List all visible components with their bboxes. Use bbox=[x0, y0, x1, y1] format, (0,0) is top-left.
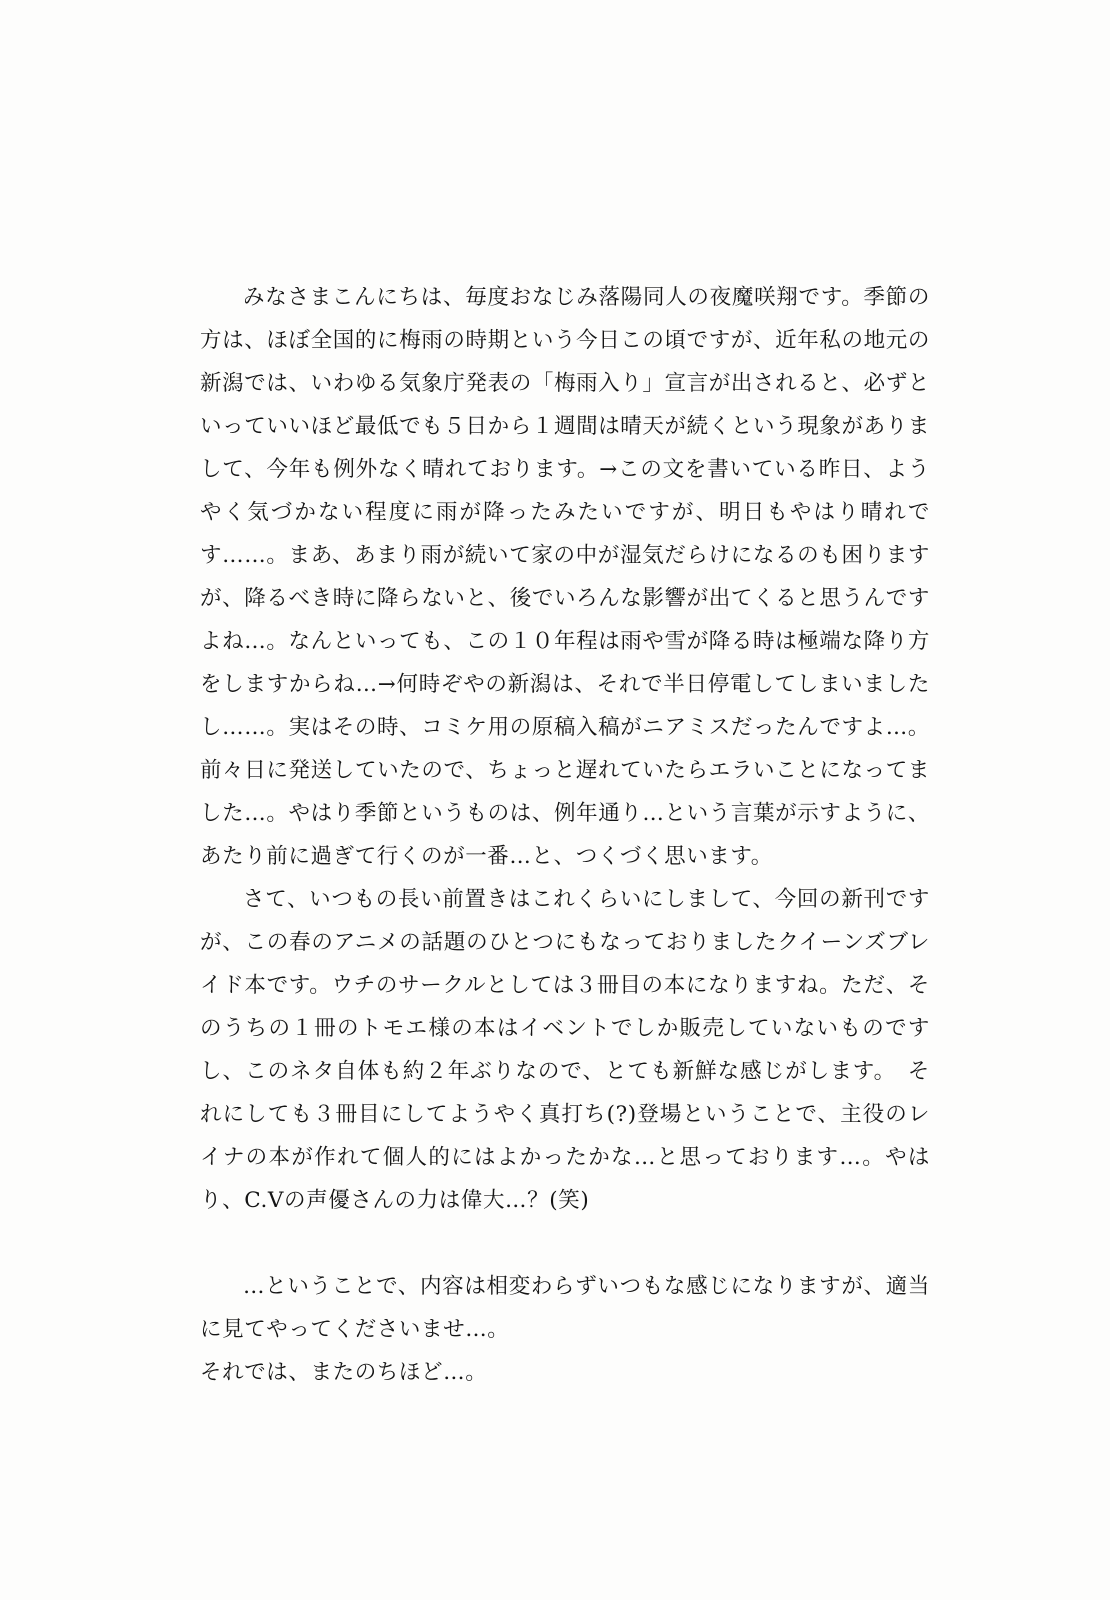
paragraph-greeting: みなさまこんにちは、毎度おなじみ落陽同人の夜魔咲翔です。季節の方は、ほぼ全国的に梅雨の時期という今日この頃ですが、近年私の地元の新潟では、いわゆる気象庁発表の「梅雨入り」宣言が出されると、必ずといっていいほど最低でも５日から１週間は晴天が続くという現象がありまして、今年も例外なく晴れております。→この文を書いている昨日、ようやく気づかない程度に雨が降ったみたいですが、明日もやはり晴れです……。まあ、あまり雨が続いて家の中が湿気だらけになるのも困りますが、降るべき時に降らないと、後でいろんな影響が出てくると思うんですよね…。なんといっても、この１０年程は雨や雪が降る時は極端な降り方をしますからね…→何時ぞやの新潟は、それで半日停電してしまいましたし……。実はその時、コミケ用の原稿入稿がニアミスだったんですよ…。前々日に発送していたので、ちょっと遅れていたらエラいことになってました…。やはり季節というものは、例年通り…という言葉が示すように、あたり前に過ぎて行くのが一番…と、つくづく思います。 bbox=[200, 285, 930, 869]
paragraph-sign-off bbox=[200, 1351, 930, 1394]
sign-off-text: それでは、またのちほど…。 bbox=[200, 1360, 488, 1385]
closing-main-text: …ということで、内容は相変わらずいつもな感じになりますが、適当に見てやってくださいませ…。 bbox=[200, 1274, 930, 1342]
paragraph-closing bbox=[200, 1265, 930, 1351]
paragraph-new-release: さて、いつもの長い前置きはこれくらいにしまして、今回の新刊ですが、この春のアニメの話題のひとつにもなっておりましたクイーンズブレイド本です。ウチのサークルとしては３冊目の本になりますね。ただ、そのうちの１冊のトモエ様の本はイベントでしか販売していないものですし、このネタ自体も約２年ぶりなので、とても新鮮な感じがします。 それにしても３冊目にしてようやく真打ち(?)登場ということで、主役のレイナの本が作れて個人的にはよかったかな…と思っております…。やはり、C.Vの声優さんの力は偉大…？(笑) bbox=[200, 887, 930, 1213]
body-text-column bbox=[200, 276, 930, 1394]
